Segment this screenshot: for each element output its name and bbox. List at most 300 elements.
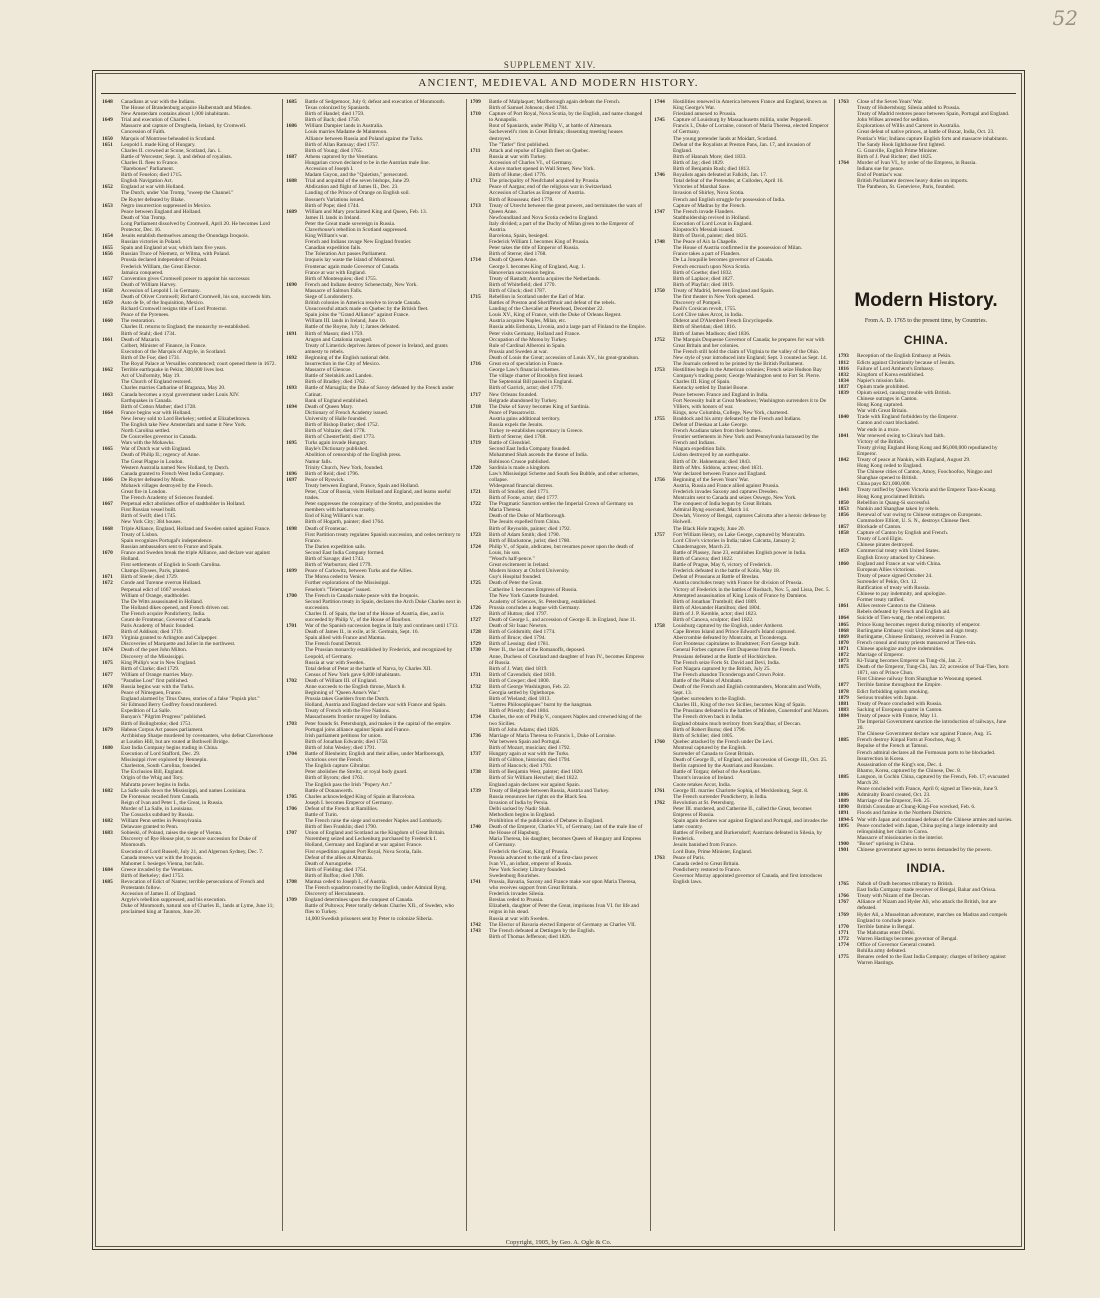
entry-text: The principality of Neufchatel acquired by Prussia.: [489, 178, 600, 185]
entry-text: Austria, Russia and France allied against Prussia.: [673, 482, 780, 489]
page-title: ANCIENT, MEDIEVAL AND MODERN HISTORY.: [418, 77, 699, 89]
history-entry: [286, 611, 462, 623]
entry-text: Louisburg captured by the English, under Amherst.: [673, 623, 784, 630]
entry-year: 1655: [102, 245, 113, 252]
history-entry: [838, 719, 1014, 731]
entry-year: 1685: [286, 99, 297, 105]
entry-text: Peace concluded with France, April 6; signed at Tien-tsin, June 9.: [857, 786, 999, 793]
entry-year: 1750: [654, 287, 665, 294]
entry-text: Mahratta power begins in India.: [121, 781, 191, 788]
entry-text: Long Parliament dissolved by Cromwell, April 20. He becomes Lord Protector, Dec. 16.: [121, 220, 270, 233]
entry-text: Invasion of India by Persia.: [489, 799, 549, 806]
entry-text: George I. becomes King of England, Aug. 1.: [489, 263, 586, 270]
entry-text: Assassination of the King's son, Dec. 4.: [857, 761, 943, 768]
entry-text: Death of George I., and accession of George II. in England, June 11.: [489, 616, 637, 623]
entry-text: Birth of Bruce; died 1794.: [489, 635, 546, 642]
entry-text: "Barebones" Parliament.: [121, 166, 175, 173]
entry-text: Methodism begins in England.: [489, 811, 556, 818]
entry-text: Canada becomes a royal government under Louis XIV.: [121, 391, 240, 398]
entry-year: 1885: [838, 737, 849, 744]
entry-text: Birth of Chesterfield; died 1773.: [305, 434, 376, 441]
entry-text: First Chinese railway from Shanghae to Woosung opened.: [857, 676, 983, 683]
entry-text: Prussia declared independent of Poland.: [121, 257, 208, 264]
entry-year: 1734: [470, 714, 481, 721]
entry-text: War of Dutch war with England.: [121, 446, 192, 453]
entry-text: Battle of Blenheim; English and their allies, under Marlborough, victorious over the French.: [305, 751, 445, 764]
entry-text: Birth of John Wesley; died 1791.: [305, 744, 377, 751]
entry-year: 1743: [470, 927, 481, 934]
entry-year: 1732: [470, 684, 481, 690]
entry-text: Mantua ceded to Joseph I., of Austria.: [305, 879, 387, 885]
entry-text: Virginia granted to Arlington and Culpepper.: [121, 635, 218, 642]
entry-text: Abolition of censorship of the English press.: [305, 452, 402, 459]
entry-year: 1708: [286, 879, 297, 885]
entry-text: Canadians at war with the Indians.: [121, 99, 196, 105]
entry-year: 1840: [838, 414, 849, 421]
entry-text: Marriage of the Emperor, Feb. 25.: [857, 798, 931, 805]
entry-text: Hanoverian succession begins.: [489, 269, 556, 276]
entry-text: China pays $21,000,000.: [857, 481, 911, 488]
entry-text: Serious troubles with Japan.: [857, 694, 918, 701]
entry-text: Birth of Berkeley; died 1753.: [121, 872, 185, 879]
entry-year: 1695: [286, 440, 297, 447]
entry-text: Fort Frontenac capitulates to Bradstreet; Fort George built.: [673, 641, 800, 648]
entry-text: Pontiac's War; Indians capture English forts and massacre inhabitants.: [857, 135, 1008, 142]
entry-text: Prohibition of the publication of Debates in England.: [489, 818, 604, 825]
entry-year: 1682: [102, 818, 113, 825]
entry-text: 14,000 Swedish prisoners sent by Peter to colonize Siberia.: [305, 915, 433, 922]
history-entry: [470, 203, 646, 215]
entry-text: Treaty with Nizam of the Deccan.: [857, 893, 931, 900]
entry-text: French Acadians taken from their homes.: [673, 428, 762, 435]
history-entry: [470, 903, 646, 915]
page-number-note: 52: [1052, 6, 1078, 30]
history-entry: [286, 751, 462, 763]
entry-text: Great excitement in Ireland.: [489, 562, 550, 569]
entry-text: Battles of Preston and Sheriffmuir and defeat of the rebels.: [489, 300, 616, 307]
entry-year: 1716: [470, 361, 481, 368]
entry-text: "Wood's half-pence.": [489, 556, 535, 563]
entry-text: The Elector of Bavaria elected Emperor of Germany as Charles VII.: [489, 921, 637, 928]
entry-year: 1727: [470, 616, 481, 623]
entry-text: The Darien expedition sails.: [305, 543, 366, 550]
entry-text: Frederick the Great, King of Prussia.: [489, 848, 569, 855]
entry-text: Peace of the Pyrenees.: [121, 312, 170, 319]
entry-text: Burlingame, Chinese Embassy, received in France.: [857, 633, 967, 640]
entry-text: The Dutch, under Van Tromp, "sweep the Channel.": [121, 190, 234, 197]
history-entry: [102, 836, 278, 848]
entry-text: Friesland annexed to Prussia.: [673, 111, 737, 118]
history-entry: [654, 434, 830, 446]
entry-text: G. Granville, English Prime Minister.: [857, 147, 939, 154]
entry-year: 1689: [286, 208, 297, 215]
entry-year: 1684: [102, 866, 113, 873]
entry-year: 1812: [838, 359, 849, 366]
entry-year: 1653: [102, 202, 113, 209]
entry-year: 1870: [838, 639, 849, 646]
entry-text: North Carolina settled.: [121, 428, 171, 435]
entry-text: Revolution at St. Petersburg.: [673, 799, 736, 806]
entry-text: The English capture Gibraltar.: [305, 763, 371, 770]
entry-text: Langson, in Cochin China, captured by the French, Feb. 17; evacuated March 28.: [857, 773, 1010, 786]
entry-year: 1741: [470, 879, 481, 885]
entry-text: William of Orange marries Mary.: [121, 671, 194, 678]
entry-text: Hungarian crown declared to be in the Austrian male line.: [305, 159, 430, 166]
entry-text: Chinese apologize and give indemnities.: [857, 645, 945, 652]
history-entry: [654, 873, 830, 885]
entry-text: France at war with England.: [305, 269, 366, 276]
entry-year: 1659: [102, 300, 113, 307]
entry-text: University of Halle founded.: [305, 415, 367, 422]
entry-text: Birth of Laplace; died 1827.: [673, 275, 734, 282]
entry-year: 1793: [838, 353, 849, 360]
entry-year: 1690: [286, 281, 297, 288]
entry-text: Lord Bute, Prime Minister, England.: [673, 848, 752, 855]
entry-text: Commodore Elliott, U. S. N., destroys Chinese fleet.: [857, 517, 971, 524]
entry-text: The English take New Amsterdam and name it New York.: [121, 421, 247, 428]
entry-text: Louis marries Madame de Maintenon.: [305, 129, 388, 136]
entry-text: Hong Kong captured.: [857, 402, 904, 409]
entry-text: Admiralty Board created, Oct. 23.: [857, 792, 931, 799]
entry-year: [470, 654, 489, 666]
entry-text: Peter III. murdered, and Catherine II., called the Great, becomes Empress of Russia.: [673, 805, 812, 818]
entry-year: 1678: [102, 684, 113, 690]
entry-text: Russia adds Esthonia, Livonia, and a large part of Finland to the Empire.: [489, 324, 646, 331]
entry-text: Marquis of Montrose beheaded in Scotland.: [121, 135, 216, 142]
entry-text: Turks again invade Hungary.: [305, 440, 368, 447]
entry-text: Wars with the Mohawks.: [121, 440, 175, 447]
entry-text: Death of Van Tromp.: [121, 214, 167, 221]
entry-text: Peter takes the title of Emperor of Russia.: [489, 245, 580, 252]
entry-year: 1652: [102, 184, 113, 191]
entry-year: 1837: [838, 383, 849, 390]
entry-year: [838, 445, 857, 457]
entry-year: 1693: [286, 385, 297, 392]
entry-text: Frederick invades Saxony and captures Dresden.: [673, 489, 779, 495]
entry-year: 1700: [286, 592, 297, 599]
entry-year: [654, 684, 673, 696]
entry-year: 1879: [838, 694, 849, 701]
entry-text: Birth of Playfair; died 1819.: [673, 281, 734, 288]
entry-year: 1719: [470, 440, 481, 447]
entry-text: Execution of the Marquis of Argyle, in Scotland.: [121, 348, 227, 355]
entry-year: [470, 903, 489, 915]
entry-year: 1703: [286, 720, 297, 727]
history-entry: [654, 806, 830, 818]
entry-text: Indians sue for peace.: [857, 166, 904, 173]
history-entry: [838, 954, 1014, 966]
entry-text: The French raise the siege and surrender Naples and Lombardy.: [305, 818, 443, 825]
entry-year: [654, 513, 673, 525]
entry-text: Birth of Samuel Johnson; died 1784.: [489, 105, 569, 112]
entry-text: Athens captured by the Venetians.: [305, 153, 379, 160]
entry-year: [838, 719, 857, 731]
entry-text: The Sandy Hook lighthouse first lighted.: [857, 141, 946, 148]
entry-year: 1856: [838, 511, 849, 518]
entry-year: 1752: [654, 336, 665, 343]
entry-year: [102, 221, 121, 233]
entry-text: Charles II. crowned at Scone, Scotland, Jan. 1.: [121, 147, 222, 154]
entry-text: The Prussian monarchy established by Frederick, and recognized by Leopold, of Germany.: [305, 647, 453, 660]
entry-text: Birth of Fielding; died 1754.: [305, 866, 367, 873]
entry-text: The Morea ceded to Venice.: [305, 574, 366, 581]
entry-text: Birth of Mason; died 1759.: [305, 330, 364, 337]
entry-year: 1850: [838, 499, 849, 506]
entry-text: Claverhouse's rebellion in Scotland suppressed.: [305, 226, 408, 233]
entry-text: Battle of Prague, May 6, victory of Frederick.: [673, 562, 772, 569]
entry-text: Lord Clive takes Arcot, in India.: [673, 312, 743, 319]
entry-text: Thurot's invasion of Ireland.: [673, 775, 735, 782]
entry-text: Barcelona, Spain, besieged.: [489, 233, 549, 240]
history-entry: [654, 367, 830, 379]
entry-text: Treaty of Lisbon.: [121, 531, 159, 538]
entry-text: Dictionary of French Academy issued.: [305, 409, 389, 416]
entry-text: Treaty of Madrid restores peace between Spain, Portugal and England.: [857, 111, 1010, 118]
modern-history-heading: Modern History.: [854, 290, 998, 312]
entry-text: "Boxer" uprising in China.: [857, 840, 915, 847]
entry-text: Pondicherry restored to France.: [673, 866, 741, 873]
entry-text: Birth of Canova, sculptor; died 1822.: [673, 616, 754, 623]
entry-text: Francis I., Duke of Lorraine, consort of Maria Theresa, elected Emperor of Germany.: [673, 123, 829, 136]
entry-text: The young pretender lands at Moidart, Scotland.: [673, 135, 778, 142]
entry-year: 1699: [286, 568, 297, 575]
entry-text: Office of Governor General created.: [857, 942, 936, 949]
column-5-early-entries: [838, 99, 1014, 190]
entry-text: Birth of Savage; died 1743.: [305, 556, 365, 563]
entry-year: 1713: [470, 202, 481, 209]
entry-text: De Courcelles governor in Canada.: [121, 434, 197, 441]
entry-year: 1698: [286, 525, 297, 532]
entry-text: Discoveries of Marquette and Joliet in the northwest.: [121, 641, 236, 648]
entry-text: Sardinia is made a kingdom.: [489, 464, 551, 471]
entry-text: Spain again declares war against England and Portugal, and invades the latter country.: [673, 818, 828, 831]
entry-text: Ivan VI., an infant, emperor of Russia.: [489, 860, 573, 867]
entry-text: Surrender of Pekin, Oct. 12.: [857, 578, 918, 585]
entry-year: 1748: [654, 239, 665, 246]
entry-year: 1664: [102, 409, 113, 416]
entry-year: 1760: [654, 738, 665, 745]
entry-year: 1701: [286, 623, 297, 630]
entry-text: Trial and acquittal of the seven bishops, June 29.: [305, 178, 411, 185]
entry-text: Battle of Plassey, June 23, establishes English power in India.: [673, 549, 807, 556]
entry-year: 1878: [838, 688, 849, 695]
entry-text: A slave market opened in Wall Street, New York.: [489, 166, 595, 173]
entry-text: End of Pontiac's war.: [857, 172, 903, 179]
entry-text: The New York Gazette founded.: [489, 592, 559, 599]
entry-text: The Marquis Duquesne Governor of Canada; he prepares for war with Great Britain and her colonies.: [673, 336, 825, 349]
history-entry: [470, 129, 646, 141]
entry-text: Act of Uniformity, May 19.: [121, 373, 181, 380]
entry-year: 1726: [470, 604, 481, 611]
entry-text: William of Orange, stadtholder.: [121, 592, 190, 599]
entry-text: Death of George II., of England, and succession of George III., Oct. 25.: [673, 757, 828, 764]
entry-text: Spain allied with France and Mantua.: [305, 635, 386, 642]
history-entry: [470, 544, 646, 556]
entry-text: Execution of Lord Stafford, Dec. 29.: [121, 751, 201, 758]
entry-text: Russian ambassadors sent to France and Spain.: [121, 543, 223, 550]
entry-text: Richard Cromwell resigns title of Lord Protector.: [121, 306, 228, 313]
entry-text: Bunyan's "Pilgrim Progress" published.: [121, 714, 207, 721]
entry-text: De Frontenac recalled from Canada.: [121, 793, 200, 800]
entry-text: War ends in a truce.: [857, 426, 900, 433]
entry-text: Birth of Hutton; died 1797.: [489, 610, 548, 617]
entry-text: British Consulate at Chung-King-Foo wrecked, Feb. 6.: [857, 804, 976, 811]
entry-year: 1711: [470, 147, 481, 154]
entry-year: 1886: [838, 792, 849, 799]
entry-year: 1671: [102, 574, 113, 581]
entry-text: Paoli's Corsican revolt, 1755.: [673, 306, 737, 313]
entry-text: Trinity Church, New York, founded.: [305, 464, 384, 471]
entry-year: 1871: [838, 645, 849, 652]
entry-text: De La Jonquille becomes governor of Canada.: [673, 257, 774, 264]
entry-text: Jamaica conquered.: [121, 269, 164, 276]
entry-text: Prussians defeated at the Battle of Hochkirchen.: [673, 653, 777, 660]
entry-text: English Navigation Act.: [121, 178, 173, 185]
entry-year: 1889: [838, 798, 849, 805]
entry-text: The French found Detroit.: [305, 641, 362, 648]
entry-year: 1895: [838, 822, 849, 829]
entry-text: Birth of Steele; died 1729.: [121, 574, 179, 581]
entry-text: Portugal joins alliance against Spain and France.: [305, 726, 410, 733]
entry-text: Law's Mississippi Scheme and South Sea Bubble, and other schemes, collapse.: [489, 470, 639, 483]
entry-year: 1755: [654, 415, 665, 422]
entry-text: Sacking of European quarter in Canton.: [857, 706, 943, 713]
entry-text: Charles II. returns to England; the monarchy re-established.: [121, 324, 250, 331]
entry-text: Terrible earthquake in Pekin; 300,000 lives lost.: [121, 367, 225, 374]
entry-text: Fort William Henry, on Lake George, captured by Montcalm.: [673, 531, 806, 538]
entry-text: Total defeat of Peter at the battle of Narva, by Charles XII.: [305, 665, 432, 672]
history-entry: [286, 903, 462, 915]
entry-year: [470, 129, 489, 141]
entry-year: [654, 142, 673, 154]
entry-text: The French driven back in India.: [673, 714, 744, 721]
entry-text: The French in Canada make peace with the Iroquois.: [305, 592, 419, 599]
entry-text: Accession of James II. of England.: [121, 891, 197, 898]
entry-text: Argyle's rebellion suppressed, and his execution.: [121, 897, 227, 904]
entry-year: 1682: [102, 787, 113, 794]
entry-year: [286, 532, 305, 544]
entry-year: 1724: [470, 543, 481, 550]
entry-year: 1679: [102, 726, 113, 733]
entry-text: Death of William III. of England.: [305, 677, 377, 684]
entry-year: 1739: [470, 787, 481, 794]
entry-text: First Partition treaty regulates Spanish succession, and cedes territory to France.: [305, 531, 461, 544]
entry-text: Rule of Cardinal Alberoni in Spain.: [489, 342, 566, 349]
entry-text: Bank of England established.: [305, 397, 369, 404]
entry-text: Death of Queen Mary.: [305, 403, 354, 410]
entry-text: Turkey re-establishes supremacy in Greece.: [489, 428, 584, 435]
entry-text: Peace of Passarowitz.: [489, 409, 536, 416]
entry-year: 1714: [470, 257, 481, 264]
history-entry: [286, 343, 462, 355]
entry-text: The French Academy of Sciences founded.: [121, 495, 214, 502]
entry-text: Battle of Sedgemoor, July 6; defeat and execution of Monmouth.: [305, 99, 446, 105]
entry-text: Great fire in London.: [121, 489, 167, 495]
entry-text: French consul and many priests massacred at Tien-tsin.: [857, 639, 977, 646]
entry-text: Archbishop Sharpe murdered by covenanters, who defeat Claverhouse at Loudon Hill, but are routed at Bothwell Bridge.: [121, 732, 274, 745]
entry-text: Battle of Donauwerth.: [305, 787, 354, 794]
entry-text: Frederick defeated in the battle of Kolin, May 18.: [673, 568, 781, 575]
entry-text: Treaty of Belgrade between Russia, Austria and Turkey.: [489, 787, 610, 794]
entry-text: Niagara expedition fails.: [673, 446, 727, 453]
history-entry: [102, 550, 278, 562]
entry-year: 1667: [102, 501, 113, 508]
entry-text: War declared between France and England.: [673, 470, 767, 477]
history-entry: [470, 221, 646, 233]
entry-text: Origin of the Whig and Tory.: [121, 775, 184, 782]
entry-text: The Toleration Act passes Parliament.: [305, 251, 387, 258]
entry-year: 1742: [470, 921, 481, 928]
entry-text: Georgia settled by Oglethorpe.: [489, 690, 556, 697]
history-entry: [470, 836, 646, 848]
entry-text: Robinson Crusoe published.: [489, 458, 550, 465]
entry-text: Battle of Steinkirk and Landen.: [305, 373, 373, 380]
entry-text: Prussia takes Guelders from the Dutch.: [305, 696, 390, 703]
entry-text: The Holland dikes opened, and French driven out.: [121, 604, 230, 611]
entry-text: England again declares war against Spain.: [489, 781, 581, 788]
entry-text: Mahomet I. besieges Vienna, but fails.: [121, 860, 204, 867]
entry-text: Holland, Germany and England at war against France.: [305, 842, 423, 849]
entry-text: The De Witts assassinated in Holland.: [121, 598, 204, 605]
entry-year: 1875: [838, 664, 849, 671]
entry-year: 1869: [838, 633, 849, 640]
entry-text: Terrible famine throughout the Empire.: [857, 682, 942, 689]
entry-text: Battle of Marsaglia; the Duke of Savoy defeated by the French under Catinat.: [305, 385, 454, 398]
entry-text: Birth of Jonathan Trumbull; died 1809.: [673, 598, 758, 605]
entry-text: Accession of Charles as Emperor of Austria.: [489, 190, 585, 197]
entry-text: Frederick William, the Great Elector.: [121, 263, 201, 270]
entry-text: Birth of Smollet; died 1771.: [489, 489, 550, 495]
entry-text: Russia at war with Sweden.: [305, 659, 365, 666]
entry-text: Beginning of the Seven Years' War.: [673, 476, 750, 483]
entry-text: Mississippi river explored by Hennepin.: [121, 757, 208, 764]
entry-text: Treaty of peace with France, May 11.: [857, 712, 938, 719]
entry-year: 1816: [838, 365, 849, 372]
entry-text: Hong Kong ceded to England.: [857, 463, 923, 470]
entry-text: Birth of Montesquieu; died 1755.: [305, 275, 378, 282]
entry-text: Treaty of Lord Elgin.: [857, 536, 903, 543]
entry-text: Triple Alliance, England, Holland and Sweden united against France.: [121, 525, 271, 532]
india-heading: INDIA.: [906, 861, 946, 876]
entry-text: Birth of Hancock; died 1793.: [489, 763, 553, 770]
entry-year: [470, 934, 489, 940]
entry-year: 1731: [470, 671, 481, 678]
entry-year: 1673: [102, 635, 113, 642]
entry-year: 1666: [102, 476, 113, 483]
entry-year: 1775: [838, 954, 849, 961]
entry-text: De Ruyter defeated by Monk.: [121, 476, 186, 483]
entry-text: Great defeat of native princes, at battle of Buxar, India, Oct. 23.: [857, 129, 995, 136]
history-entry: [654, 142, 830, 154]
entry-text: Austria acquires Naples, Milan, etc.: [489, 318, 567, 325]
entry-year: 1722: [470, 501, 481, 508]
history-entry: [286, 489, 462, 501]
entry-text: The Royal Palace at Versailles commenced; court opened there in 1672.: [121, 361, 276, 368]
entry-year: [654, 873, 673, 885]
history-entry: [470, 879, 646, 891]
entry-year: [286, 916, 305, 922]
entry-year: 1859: [838, 548, 849, 555]
entry-text: Peace between England and Holland.: [121, 208, 202, 215]
entry-year: 1901: [838, 847, 849, 853]
entry-year: [470, 221, 489, 233]
entry-text: Montcalm sent to Canada and seizes Oswego, New York.: [673, 495, 797, 502]
entry-year: 1753: [654, 367, 665, 374]
entry-text: Charles II. of Spain, the last of the House of Austria, dies, and is succeeded by Philip V., of the House of Bourbon.: [305, 610, 444, 623]
entry-year: [286, 343, 305, 355]
entry-text: Warren Hastings becomes governor of Bengal.: [857, 935, 958, 942]
entry-text: The Exclusion Bill, England.: [121, 769, 184, 776]
